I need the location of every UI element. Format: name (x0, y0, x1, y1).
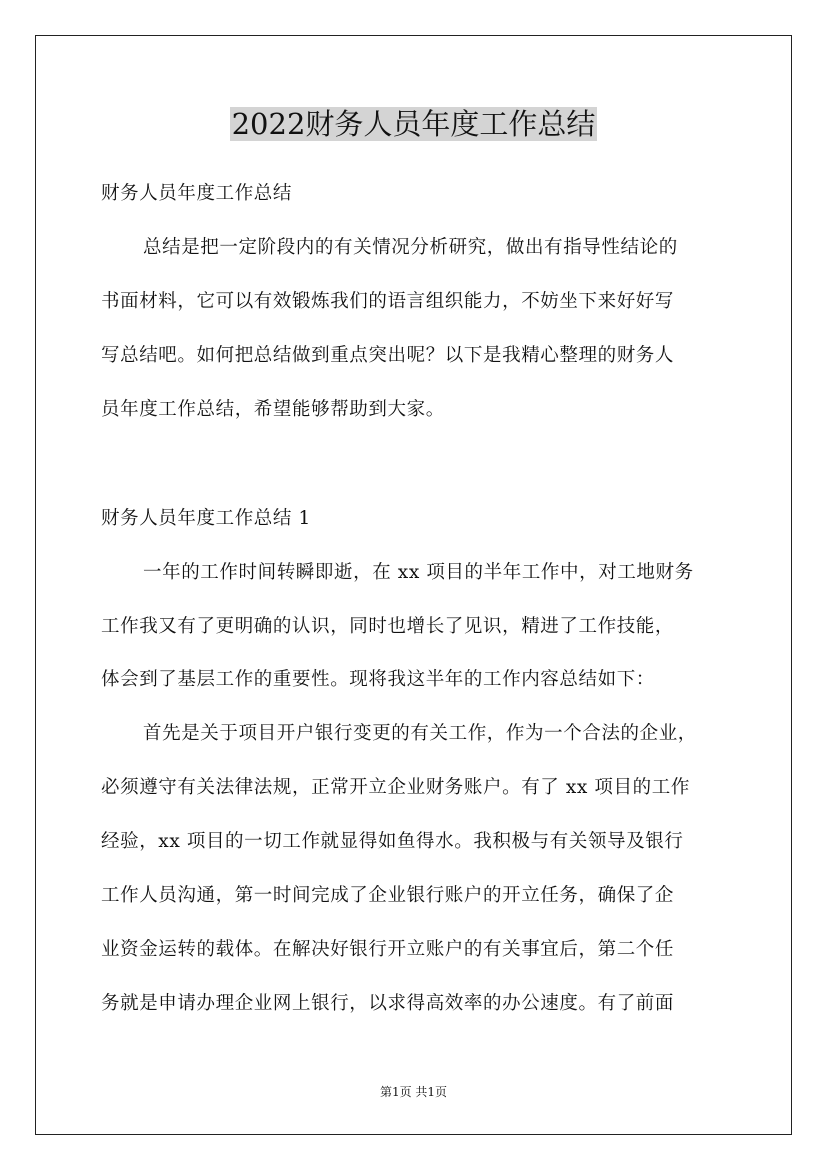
paragraph-line: 工作人员沟通，第一时间完成了企业银行账户的开立任务，确保了企 (101, 885, 675, 906)
paragraph-line: 书面材料，它可以有效锻炼我们的语言组织能力，不妨坐下来好好写 (101, 291, 675, 312)
paragraph-line: 务就是申请办理企业网上银行，以求得高效率的办公速度。有了前面 (101, 993, 675, 1014)
paragraph-line: 体会到了基层工作的重要性。现将我这半年的工作内容总结如下： (101, 669, 655, 690)
title-text: 2022财务人员年度工作总结 (231, 107, 596, 141)
page-footer: 第1页 共1页 (379, 1085, 448, 1099)
paragraph-line: 经验，xx 项目的一切工作就显得如鱼得水。我积极与有关领导及银行 (101, 831, 684, 852)
document-title (0, 104, 827, 144)
section-heading: 财务人员年度工作总结 1 (101, 508, 311, 529)
section-heading: 财务人员年度工作总结 (101, 183, 293, 204)
paragraph-line: 写总结吧。如何把总结做到重点突出呢？以下是我精心整理的财务人 (101, 345, 675, 366)
paragraph-line: 工作我又有了更明确的认识，同时也增长了见识，精进了工作技能， (101, 616, 675, 637)
paragraph-line: 必须遵守有关法律法规，正常开立企业财务账户。有了 xx 项目的工作 (101, 777, 690, 798)
paragraph-line: 总结是把一定阶段内的有关情况分析研究，做出有指导性结论的 (143, 237, 678, 258)
paragraph-line: 业资金运转的载体。在解决好银行开立账户的有关事宜后，第二个任 (101, 939, 675, 960)
paragraph-line: 员年度工作总结，希望能够帮助到大家。 (101, 399, 445, 420)
paragraph-line: 首先是关于项目开户银行变更的有关工作，作为一个合法的企业， (143, 723, 697, 744)
paragraph-line: 一年的工作时间转瞬即逝，在 xx 项目的半年工作中，对工地财务 (143, 562, 694, 583)
